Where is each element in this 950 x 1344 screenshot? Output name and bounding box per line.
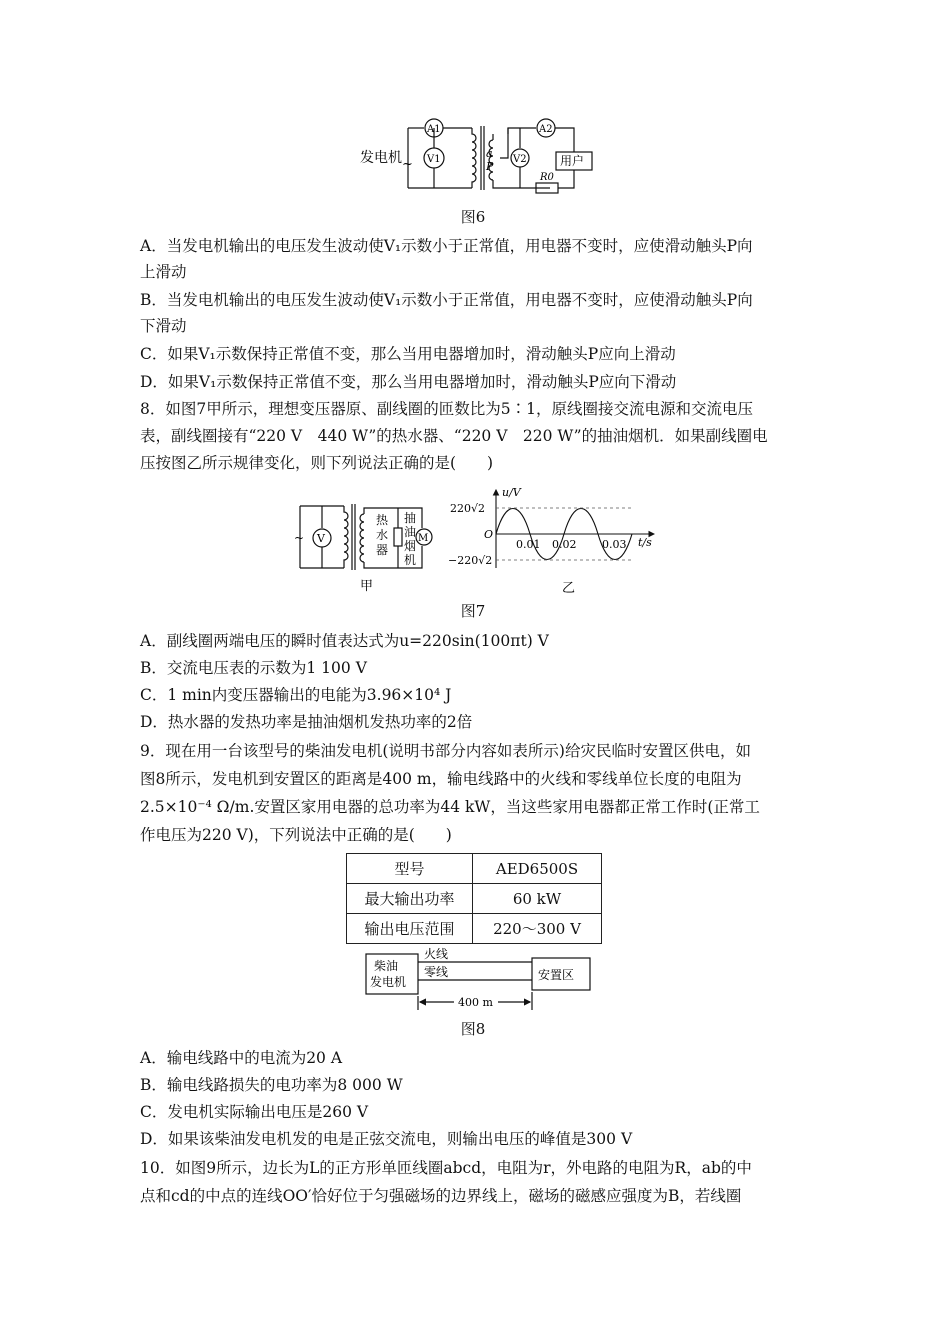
- settlement-label: 安置区: [538, 968, 575, 982]
- voltmeter-v2: V2: [513, 154, 527, 165]
- q9-stem-line3: 2.5×10⁻⁴ Ω/m.安置区家用电器的总功率为44 kW，当这些家用电器都正常工作时(正常工: [140, 798, 760, 816]
- q9-option-b: B．输电线路损失的电功率为8 000 W: [140, 1076, 403, 1094]
- y-max-label: 220√2: [450, 502, 486, 515]
- table-cell: 输出电压范围: [347, 914, 473, 944]
- q8-option-a: A．副线圈两端电压的瞬时值表达式为u=220sin(100πt) V: [140, 632, 549, 650]
- table-cell: 型号: [347, 854, 473, 884]
- table-cell: 220～300 V: [473, 914, 602, 944]
- x-axis-label: t/s: [638, 536, 652, 549]
- q7-option-b-line1: B．当发电机输出的电压发生波动使V₁示数小于正常值，用电器不变时，应使滑动触头P向: [140, 291, 753, 309]
- q9-stem-line4: 作电压为220 V)，下列说法中正确的是( ): [140, 826, 452, 844]
- q9-option-d: D．如果该柴油发电机发的电是正弦交流电，则输出电压的峰值是300 V: [140, 1130, 633, 1148]
- table-cell: AED6500S: [473, 854, 602, 884]
- q8-stem-line3: 压按图乙所示规律变化，则下列说法正确的是( ): [140, 454, 494, 472]
- q10-stem-line1: 10．如图9所示，边长为L的正方形单匝线圈abcd，电阻为r，外电路的电阻为R，ab的中: [140, 1159, 752, 1177]
- figure-8-caption: 图8: [460, 1020, 486, 1038]
- y-axis-label: u/V: [502, 486, 521, 499]
- figure-7-caption: 图7: [460, 602, 486, 620]
- figure-6-circuit: [360, 118, 600, 198]
- figure-7-jia-label: 甲: [360, 579, 374, 594]
- table-row: [347, 854, 602, 884]
- hood-char-1: 抽: [404, 511, 417, 525]
- q7-option-c: C．如果V₁示数保持正常值不变，那么当用电器增加时，滑动触头P应向上滑动: [140, 345, 676, 363]
- ac-source-symbol: ~: [294, 531, 305, 545]
- voltmeter-v: V: [317, 532, 325, 545]
- figure-7-yi-graph: [448, 484, 668, 598]
- q9-option-a: A．输电线路中的电流为20 A: [140, 1049, 343, 1067]
- table-row: [347, 884, 602, 914]
- heater-char-2: 水: [376, 528, 389, 542]
- origin-label: O: [484, 528, 494, 541]
- generator-label: 发电机: [360, 150, 402, 166]
- figure-7-yi-label: 乙: [562, 581, 576, 596]
- q8-stem-line2: 表，副线圈接有“220 V 440 W”的热水器、“220 V 220 W”的抽油烟机．如果副线圈电: [140, 427, 768, 445]
- hood-char-4: 机: [404, 553, 417, 567]
- heater-char-1: 热: [376, 513, 389, 527]
- heater-char-3: 器: [376, 543, 389, 557]
- y-min-label: −220√2: [448, 554, 493, 567]
- q8-option-b: B．交流电压表的示数为1 100 V: [140, 659, 367, 677]
- generator-label-2: 发电机: [370, 975, 407, 989]
- figure-7-jia-circuit: [292, 498, 442, 598]
- ac-source-symbol: ~: [402, 157, 413, 172]
- figure-8-diagram: [364, 946, 610, 1012]
- voltmeter-v1: V1: [427, 154, 441, 165]
- motor-m: M: [418, 533, 429, 544]
- r0-label: R0: [540, 172, 554, 183]
- tick-002: 0.02: [552, 538, 577, 551]
- q10-stem-line2: 点和cd的中点的连线OO′恰好位于匀强磁场的边界线上，磁场的磁感应强度为B，若线圈: [140, 1187, 742, 1205]
- q9-stem-line1: 9．现在用一台该型号的柴油发电机(说明书部分内容如表所示)给灾民临时安置区供电，如: [140, 742, 751, 760]
- hood-char-3: 烟: [404, 539, 417, 553]
- neutral-wire-label: 零线: [424, 965, 449, 979]
- ammeter-a2: A2: [539, 124, 553, 135]
- q7-option-b-line2: 下滑动: [140, 317, 187, 335]
- table-cell: 60 kW: [473, 884, 602, 914]
- q8-option-c: C．1 min内变压器输出的电能为3.96×10⁴ J: [140, 686, 452, 704]
- q8-option-d: D．热水器的发热功率是抽油烟机发热功率的2倍: [140, 713, 473, 731]
- distance-label: 400 m: [458, 996, 493, 1009]
- q8-stem-line1: 8．如图7甲所示，理想变压器原、副线圈的匝数比为5∶1，原线圈接交流电源和交流电压: [140, 400, 753, 418]
- tick-001: 0.01: [516, 538, 541, 551]
- generator-label-1: 柴油: [374, 959, 399, 973]
- q9-option-c: C．发电机实际输出电压是260 V: [140, 1103, 369, 1121]
- table-row: [347, 914, 602, 944]
- hood-char-2: 油: [404, 525, 417, 539]
- figure-6-caption: 图6: [460, 208, 486, 226]
- q7-option-d: D．如果V₁示数保持正常值不变，那么当用电器增加时，滑动触头P应向下滑动: [140, 373, 677, 391]
- user-label: 用户: [560, 154, 585, 168]
- tick-003: 0.03: [602, 538, 627, 551]
- tap-a-label: a: [486, 147, 493, 160]
- q9-stem-line2: 图8所示，发电机到安置区的距离是400 m，输电线路中的火线和零线单位长度的电阻为: [140, 770, 742, 788]
- q7-option-a-line2: 上滑动: [140, 263, 187, 281]
- tap-p-label: P: [486, 160, 494, 173]
- live-wire-label: 火线: [424, 947, 449, 961]
- spec-table: [346, 853, 602, 944]
- table-cell: 最大输出功率: [347, 884, 473, 914]
- ammeter-a1: A1: [427, 124, 441, 135]
- q7-option-a-line1: A．当发电机输出的电压发生波动使V₁示数小于正常值，用电器不变时，应使滑动触头P向: [140, 237, 753, 255]
